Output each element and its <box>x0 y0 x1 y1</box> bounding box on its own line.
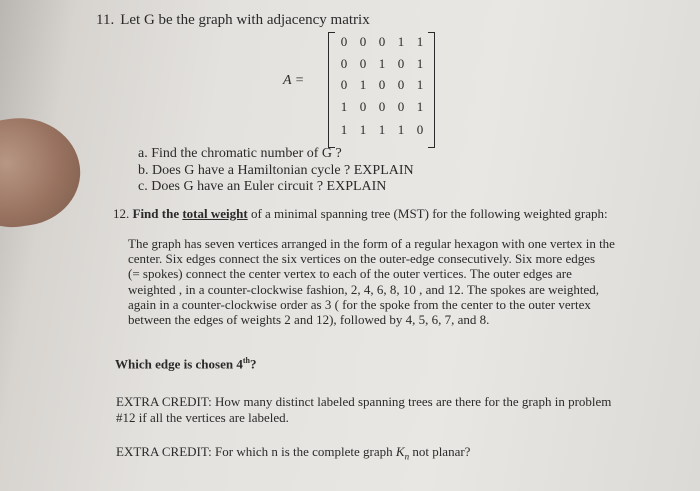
matrix-cell: 1 <box>378 56 386 71</box>
question-12-stem <box>113 206 608 222</box>
matrix-cell: 0 <box>378 34 386 49</box>
description-line: weighted , in a counter-clockwise fashion, 2, 4, 6, 8, 10 , and 12. The spokes are weighted, <box>128 281 599 297</box>
matrix-cell: 0 <box>359 34 367 49</box>
question-12-emphasis: total weight <box>182 206 248 221</box>
matrix-cell: 0 <box>340 34 348 49</box>
extra-credit-1-line-2: #12 if all the vertices are labeled. <box>116 410 289 425</box>
matrix-cell: 0 <box>397 56 405 71</box>
matrix-cell: 1 <box>340 99 348 114</box>
question-text: Let G be the graph with adjacency matrix <box>120 12 370 28</box>
question-11-part-a: a. Find the chromatic number of G ? <box>138 146 342 161</box>
matrix-cell: 0 <box>378 77 386 92</box>
description-line: (= spokes) connect the center vertex to each of the outer vertices. The outer edges are <box>128 266 572 282</box>
matrix-cell: 0 <box>378 99 386 114</box>
description-line: center. Six edges connect the six vertices on the outer-edge consecutively. Six more edges <box>128 251 596 267</box>
matrix-cell: 0 <box>359 56 367 71</box>
which-edge-text: Which edge is chosen 4 <box>115 356 243 372</box>
extra-credit-2-text: EXTRA CREDIT: For which n is the complete graph <box>116 444 396 459</box>
matrix-cell: 1 <box>416 77 424 92</box>
graph-description <box>128 236 628 327</box>
matrix-cell: 0 <box>397 99 405 114</box>
extra-credit-1-line-1: EXTRA CREDIT: How many distinct labeled spanning trees are there for the graph in problem <box>116 394 612 409</box>
matrix-left-bracket <box>328 32 335 148</box>
matrix-cell: 0 <box>340 77 348 92</box>
extra-credit-2 <box>116 444 470 462</box>
matrix-cell: 1 <box>416 34 424 49</box>
question-11-part-c: c. Does G have an Euler circuit ? EXPLAIN <box>138 179 387 194</box>
matrix-cell: 0 <box>416 122 424 137</box>
matrix-cell: 1 <box>416 99 424 114</box>
description-line: between the edges of weights 2 and 12), followed by 4, 5, 6, 7, and 8. <box>128 312 490 328</box>
matrix-cell: 1 <box>340 122 348 137</box>
matrix-cell: 1 <box>359 77 367 92</box>
thumb-in-photo <box>0 110 87 234</box>
matrix-cell: 1 <box>378 122 386 137</box>
question-12-rest: of a minimal spanning tree (MST) for the following weighted graph: <box>250 206 608 221</box>
matrix-cell: 1 <box>397 34 405 49</box>
description-line: The graph has seven vertices arranged in the form of a regular hexagon with one vertex in the <box>128 236 615 251</box>
graph-subscript: n <box>404 451 410 462</box>
extra-credit-2-end: not planar? <box>409 444 471 459</box>
matrix-cell: 1 <box>416 56 424 71</box>
matrix-cell: 0 <box>340 56 348 71</box>
matrix-cell: 1 <box>397 122 405 137</box>
adjacency-matrix <box>328 32 435 146</box>
which-edge-question <box>115 356 256 372</box>
graph-symbol: K <box>395 444 405 459</box>
description-line: again in a counter-clockwise order as 3 ( for the spoke from the center to the outer vertex <box>128 296 591 312</box>
question-number: 11. <box>96 12 115 28</box>
ordinal-suffix: th <box>242 356 250 365</box>
matrix-cell: 0 <box>359 99 367 114</box>
matrix-right-bracket <box>428 32 435 148</box>
matrix-cell: 0 <box>397 77 405 92</box>
question-number: 12. <box>113 206 130 221</box>
matrix-label: A = <box>283 73 305 88</box>
question-mark: ? <box>249 356 257 372</box>
question-11-part-b: b. Does G have a Hamiltonian cycle ? EXPLAIN <box>138 163 414 178</box>
question-12-lead: Find the <box>132 206 180 221</box>
question-11-stem <box>96 12 370 29</box>
matrix-cell: 1 <box>359 122 367 137</box>
